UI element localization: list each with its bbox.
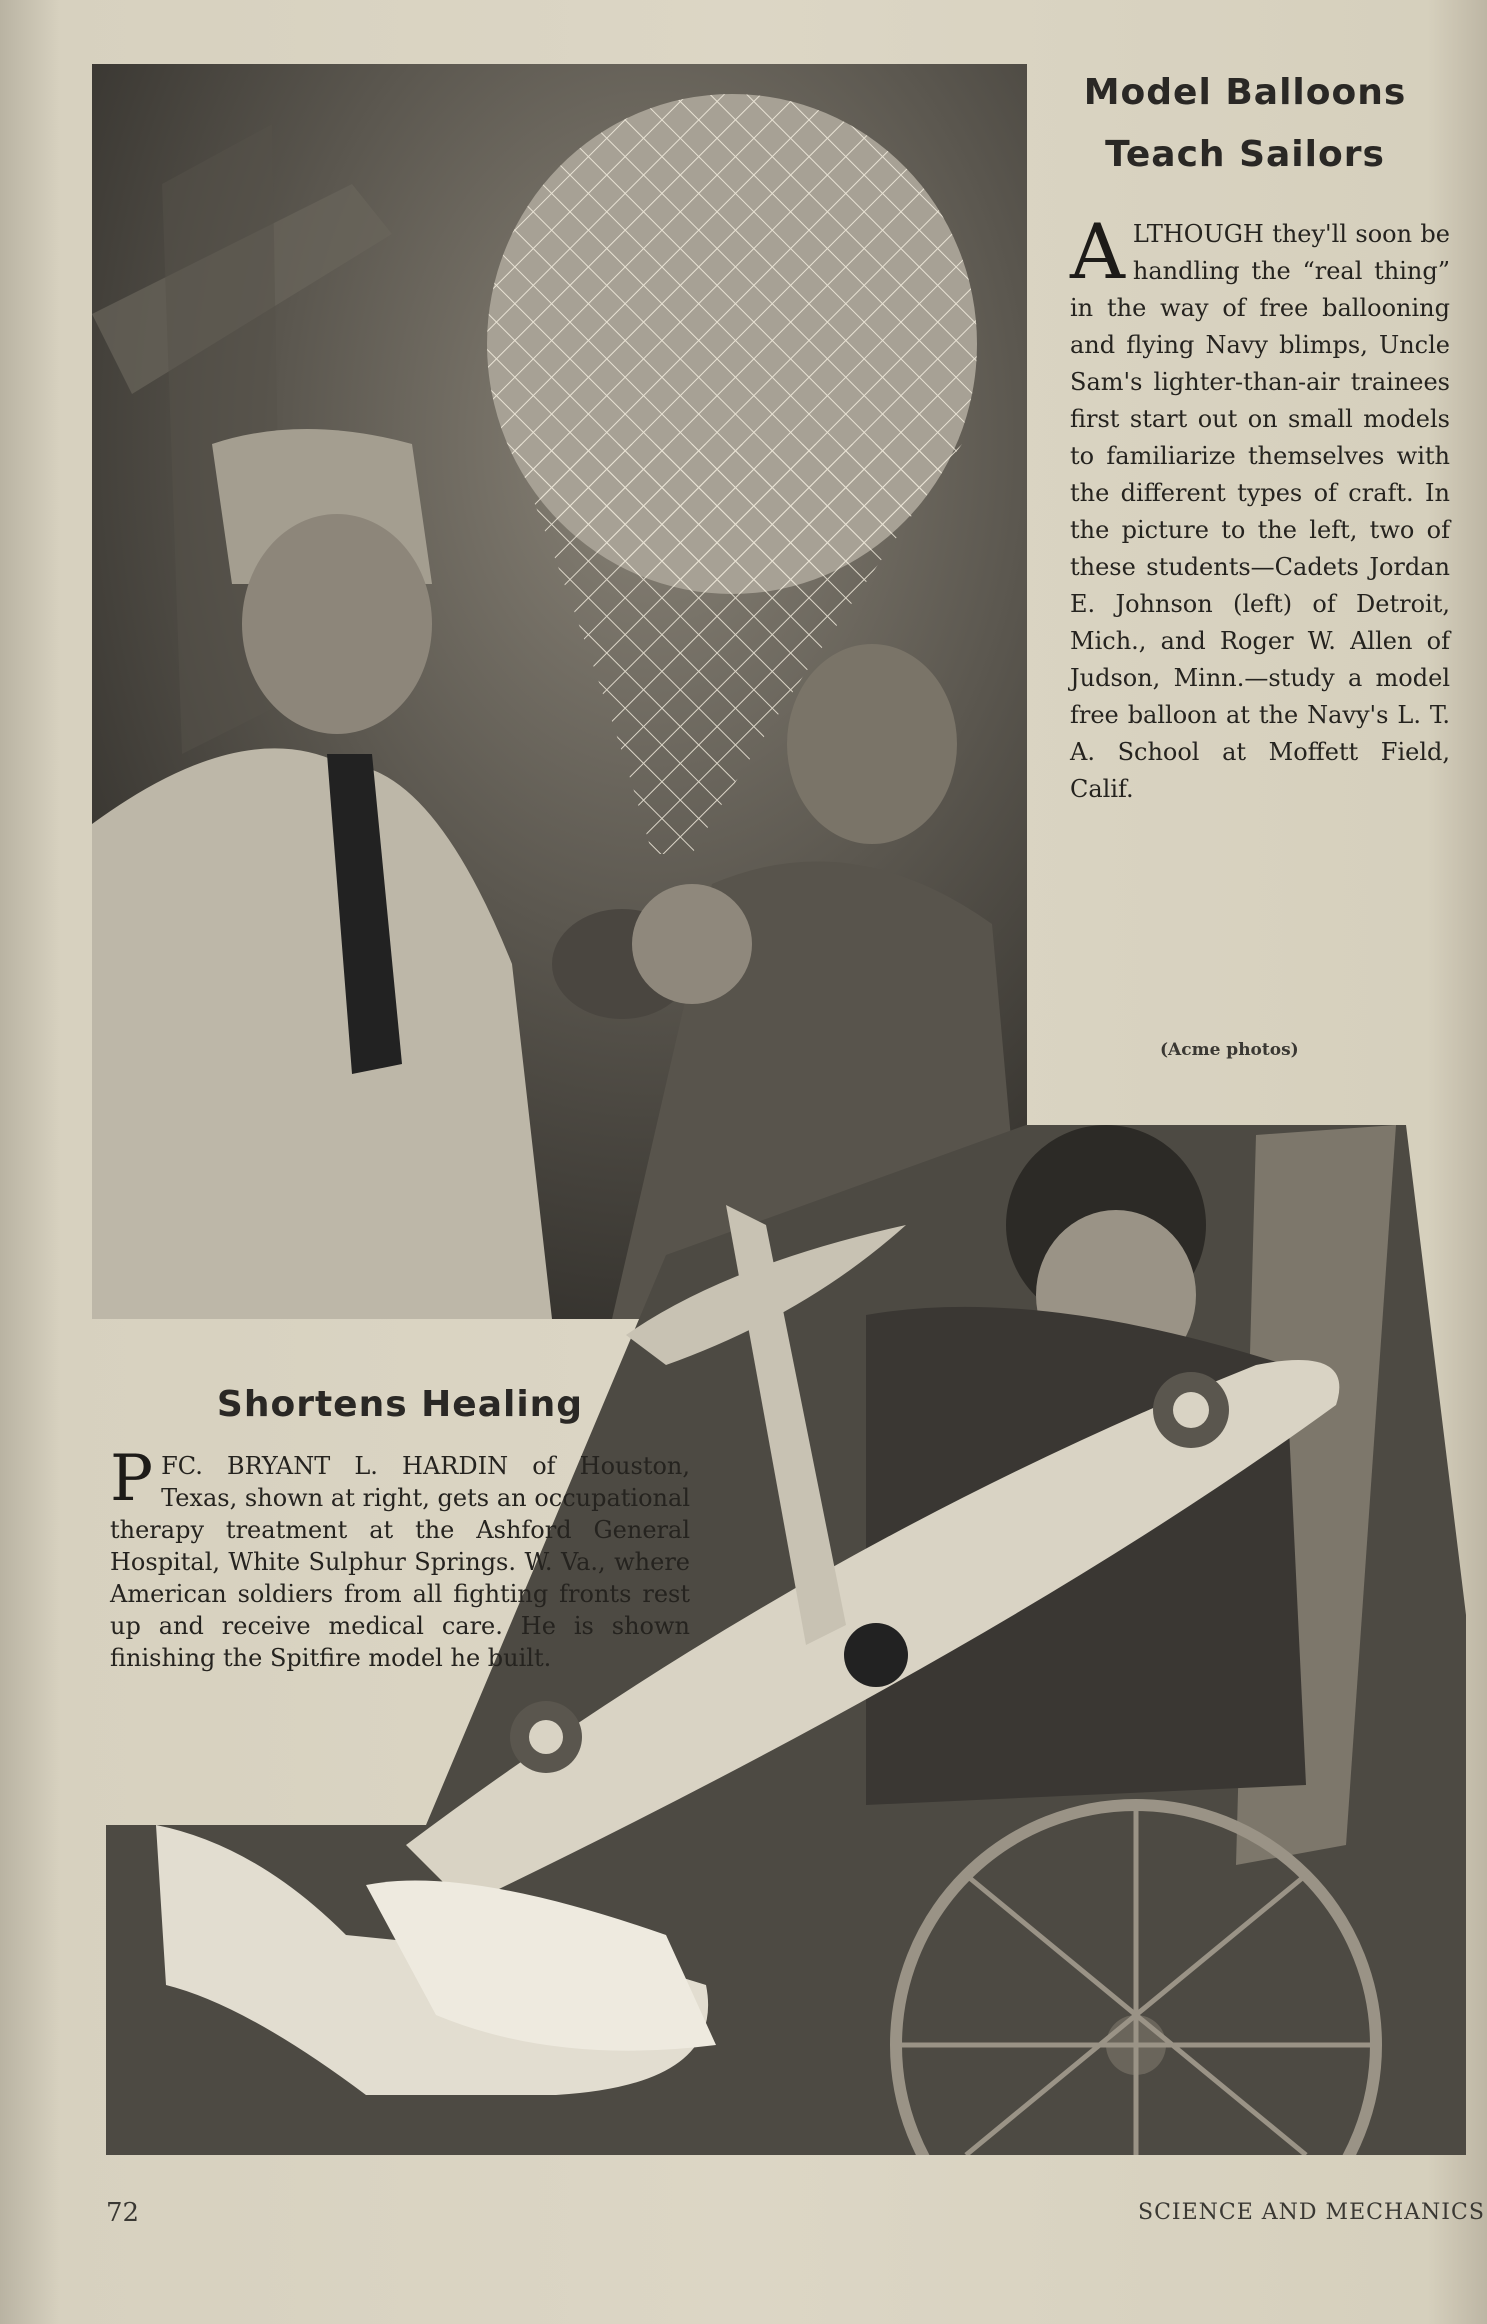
article2-body xyxy=(110,1442,690,1674)
article1-dropcap: A xyxy=(1070,207,1125,296)
article2-headline: Shortens Healing xyxy=(216,1384,584,1425)
magazine-name: SCIENCE AND MECHANICS xyxy=(1138,2200,1485,2225)
photo-credit: (Acme photos) xyxy=(1160,1040,1299,1060)
article2-dropcap: P xyxy=(110,1442,154,1516)
article1-headline-line2: Teach Sailors xyxy=(1105,134,1385,175)
article2-body-text: FC. BRYANT L. HARDIN of Houston, Texas, shown at right, gets an occupational therapy treatment at the Ashford General Hospital, White Sulphur Springs. W. Va., where American soldiers from all fighting fronts rest up and receive medical care. He is shown finishing the Spitfire model he built. xyxy=(110,1452,690,1672)
article1-headline-line1: Model Balloons xyxy=(1083,72,1407,113)
article1-body xyxy=(1070,207,1450,808)
article1-headline xyxy=(1060,62,1430,186)
article1-body-text: LTHOUGH they'll soon be handling the “real thing” in the way of free ballooning and flying Navy blimps, Uncle Sam's lighter-than-air trainees first start out on small models to familiarize themselves with the different types of craft. In the picture to the left, two of these students—Cadets Jordan E. Johnson (left) of Detroit, Mich., and Roger W. Allen of Judson, Minn.—study a model free balloon at the Navy's L. T. A. School at Moffett Field, Calif. xyxy=(1070,220,1450,803)
page-number: 72 xyxy=(106,2198,140,2228)
